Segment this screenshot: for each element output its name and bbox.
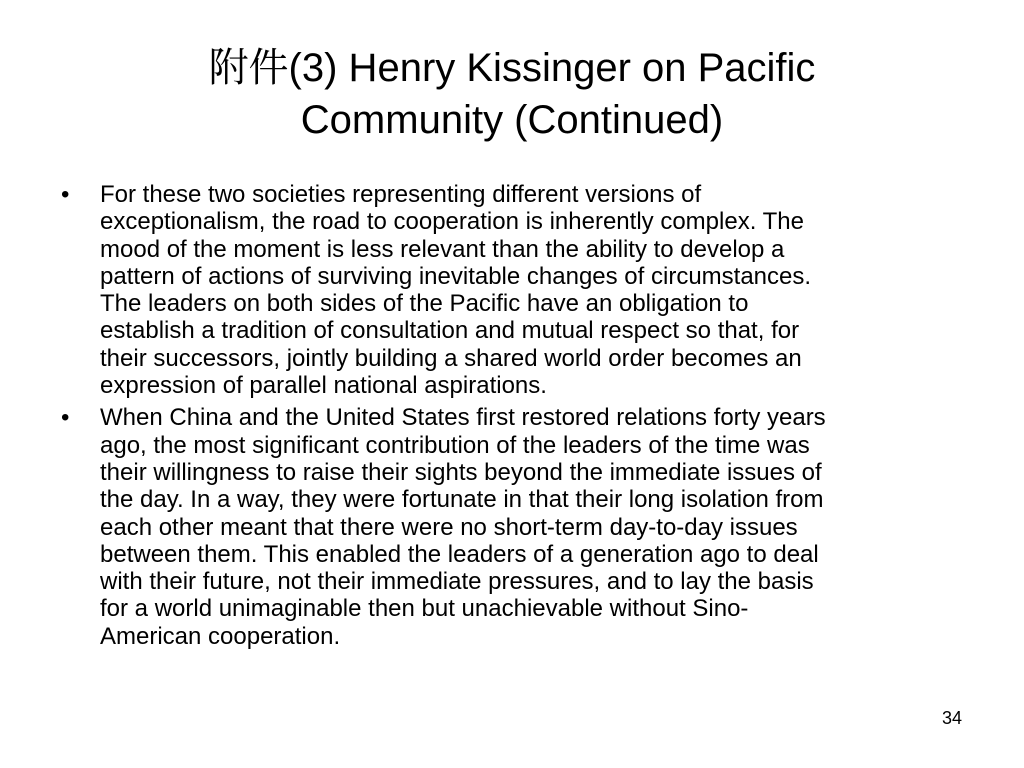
bullet-text-line: exceptionalism, the road to cooperation is inherently complex. The [100, 208, 804, 236]
bullet-text-line: When China and the United States first restored relations forty years [100, 404, 826, 432]
bullet-text-line: pattern of actions of surviving inevitable changes of circumstances. [100, 262, 812, 290]
bullet-text-line: for a world unimaginable then but unachievable without Sino- [100, 595, 749, 623]
bullet-text-line: For these two societies representing different versions of [100, 181, 702, 208]
bullet-text [100, 181, 972, 399]
bullet-item [52, 181, 972, 399]
bullet-text-line: establish a tradition of consultation and mutual respect so that, for [100, 317, 800, 345]
bullet-text-line: their willingness to raise their sights beyond the immediate issues of [100, 458, 822, 486]
bullet-item [52, 404, 972, 650]
slide-number: 34 [941, 708, 962, 728]
bullet-point-icon: • [61, 404, 70, 432]
bullet-text [100, 404, 972, 650]
slide-title [80, 42, 944, 146]
bullet-text-line: expression of parallel national aspirations. [100, 372, 547, 400]
bullet-text-line: the day. In a way, they were fortunate in that their long isolation from [100, 486, 824, 514]
bullet-text-line: with their future, not their immediate pressures, and to lay the basis [100, 568, 814, 596]
slide-title-line: 附件(3) Henry Kissinger on Pacific [208, 46, 816, 90]
bullet-list [52, 181, 972, 655]
bullet-text-line: between them. This enabled the leaders of a generation ago to deal [100, 540, 819, 568]
slide-title-line: Community (Continued) [300, 98, 724, 142]
bullet-text-line: their successors, jointly building a shared world order becomes an [100, 344, 802, 372]
bullet-text-line: American cooperation. [100, 622, 341, 650]
bullet-point-icon: • [61, 181, 70, 208]
bullet-text-line: mood of the moment is less relevant than the ability to develop a [100, 235, 785, 263]
bullet-text-line: The leaders on both sides of the Pacific have an obligation to [100, 290, 749, 318]
bullet-text-line: ago, the most significant contribution of the leaders of the time was [100, 431, 810, 459]
bullet-text-line: each other meant that there were no short-term day-to-day issues [100, 513, 798, 541]
